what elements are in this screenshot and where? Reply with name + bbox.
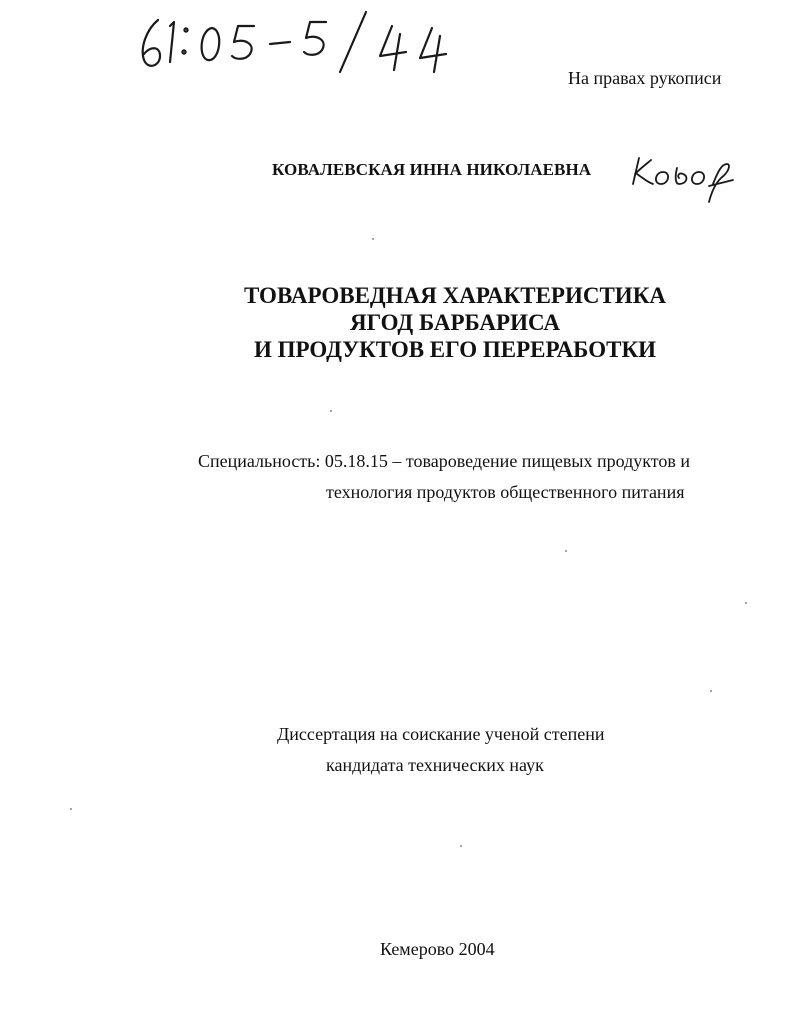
handwritten-archive-number	[130, 0, 480, 80]
degree-line-2: кандидата технических наук	[326, 755, 544, 775]
scan-speck	[330, 410, 332, 412]
scan-speck	[745, 602, 747, 604]
title-line-1: ТОВАРОВЕДНАЯ ХАРАКТЕРИСТИКА	[244, 283, 666, 308]
specialty-line-1: Специальность: 05.18.15 – товароведение пищевых продуктов и	[198, 451, 691, 471]
dissertation-title	[0, 282, 799, 363]
author-signature	[625, 150, 735, 205]
title-line-3: И ПРОДУКТОВ ЕГО ПЕРЕРАБОТКИ	[253, 337, 657, 362]
scan-speck	[372, 238, 374, 240]
specialty-line-2: технология продуктов общественного питания	[326, 482, 685, 502]
degree-line-1: Диссертация на соискание ученой степени	[277, 724, 605, 744]
title-line-2: ЯГОД БАРБАРИСА	[349, 310, 561, 335]
city-year: Кемерово 2004	[380, 939, 495, 959]
scan-speck	[70, 808, 72, 810]
author-name: КОВАЛЕВСКАЯ ИННА НИКОЛАЕВНА	[272, 160, 592, 179]
scan-speck	[460, 845, 462, 847]
scan-speck	[710, 690, 712, 692]
scan-speck	[565, 550, 567, 552]
rights-note: На правах рукописи	[568, 68, 722, 88]
